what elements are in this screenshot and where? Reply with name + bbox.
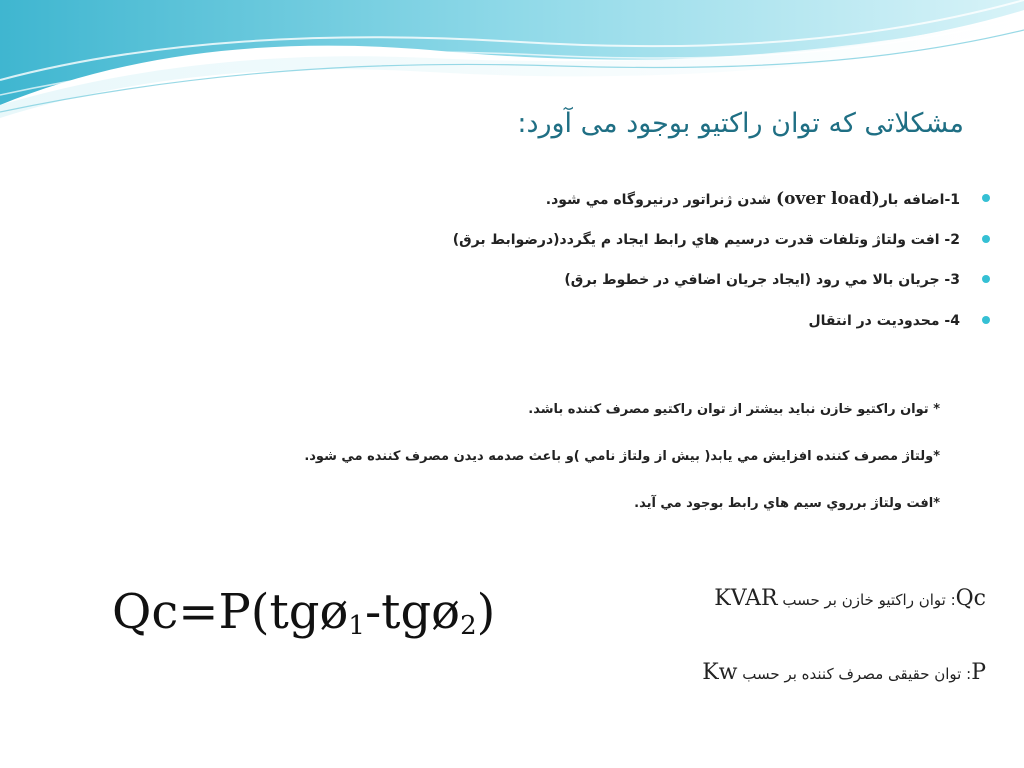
list-item (340, 229, 960, 270)
formula-part: -tgø (364, 584, 461, 640)
list-item-text: 4- محدوديت در انتقال (808, 312, 960, 329)
list-item-text: 3- جريان بالا مي رود (ايجاد جريان اضافي در خطوط برق) (564, 272, 960, 288)
definition-qc (714, 586, 986, 611)
list-item-text: 2- افت ولتاژ وتلفات قدرت درسيم هاي رابط ايجاد م يگردد(درضوابط برق) (452, 231, 960, 248)
definition-text: : توان حقيقی مصرف کننده بر حسب (737, 665, 972, 683)
formula-part: ) (476, 584, 496, 640)
bullet-icon (982, 316, 990, 324)
bullet-icon (982, 235, 990, 243)
formula-subscript: 1 (348, 611, 365, 641)
problem-list (340, 188, 960, 350)
bullet-icon (982, 194, 990, 202)
bullet-icon (982, 275, 990, 283)
definition-unit: KVAR (714, 586, 778, 611)
list-item-english: (over load) (776, 189, 880, 209)
formula-part: Qc=P(tgø (112, 584, 349, 640)
list-item-text: 1-اضافه بار (879, 192, 960, 208)
formula-subscript: 2 (460, 611, 477, 641)
definition-unit: Kw (702, 660, 738, 685)
definition-text: : توان راکتيو خازن بر حسب (777, 591, 956, 609)
list-item (340, 188, 960, 229)
note-line: *ولتاژ مصرف کننده افزايش مي يابد( بيش از ولتاژ نامي )و باعث صدمه ديدن مصرف کننده مي شود. (304, 449, 940, 464)
definition-symbol: P (971, 660, 986, 685)
notes-block (240, 400, 940, 541)
definition-p (702, 660, 986, 685)
formula (112, 584, 495, 641)
definition-symbol: Qc (955, 586, 986, 611)
list-item-text: شدن ژنراتور درنيروگاه مي شود. (545, 192, 777, 208)
note-line: * توان راکتيو خازن نبايد بيشتر از توان راکتيو مصرف کننده باشد. (528, 402, 940, 417)
list-item (340, 269, 960, 310)
note-line: *افت ولتاژ برروي سيم هاي رابط بوجود مي آيد. (634, 496, 940, 511)
slide-title: مشکلاتی که توان راکتیو بوجود می آورد: (517, 108, 964, 139)
list-item (340, 310, 960, 351)
